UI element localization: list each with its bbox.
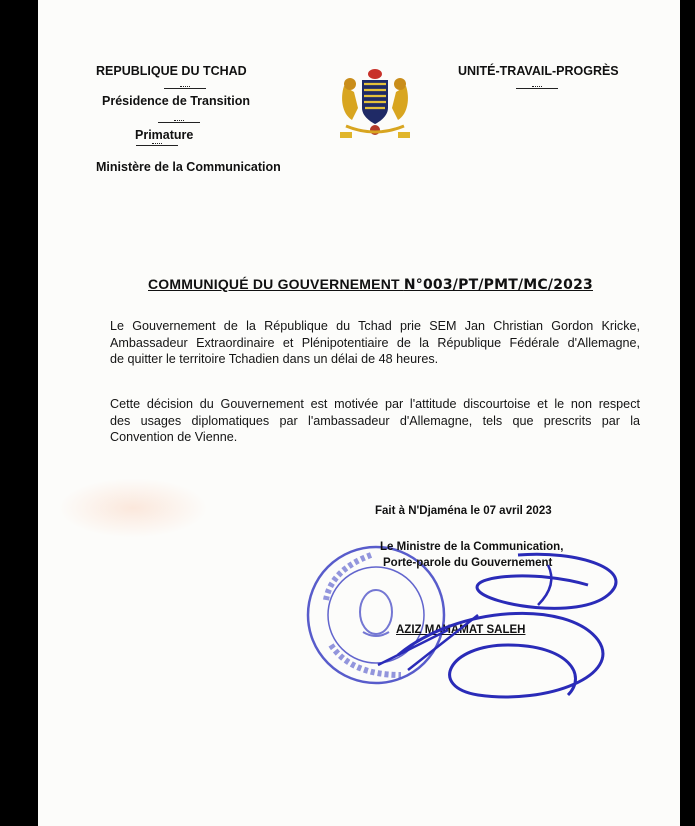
signatory-title-line-1: Le Ministre de la Communication, — [380, 541, 564, 553]
chad-coat-of-arms-icon — [338, 68, 412, 140]
body-paragraph-2 — [110, 396, 640, 446]
paragraph-line: Le Gouvernement de la République du Tchad prie SEM Jan Christian Gordon Kricke, — [110, 319, 640, 333]
presidency-name: Présidence de Transition — [102, 94, 250, 108]
ornament-divider — [516, 86, 558, 90]
paragraph-line: des usages diplomatiques par l'ambassadeur d'Allemagne, tels que prescrits par la — [110, 413, 640, 428]
paragraph-line: Convention de Vienne. — [110, 430, 238, 444]
signatory-name: AZIZ MAHAMAT SALEH — [396, 624, 526, 636]
communique-number: N°003/PT/PMT/MC/2023 — [403, 277, 593, 293]
communique-title — [148, 276, 593, 293]
ornament-divider — [136, 143, 178, 147]
national-motto: UNITÉ-TRAVAIL-PROGRÈS — [458, 64, 619, 78]
ornament-divider — [158, 120, 200, 124]
paragraph-line: Ambassadeur Extraordinaire et Plénipotentiaire de la République Fédérale d'Allemagne, — [110, 335, 640, 350]
paragraph-line: Cette décision du Gouvernement est motivée par l'attitude discourtoise et le non respect — [110, 397, 640, 411]
paragraph-line: de quitter le territoire Tchadien dans un délai de 48 heures. — [110, 352, 439, 366]
communique-title-prefix: COMMUNIQUÉ DU GOUVERNEMENT — [148, 276, 404, 292]
body-paragraph-1 — [110, 318, 640, 368]
signatory-title-line-2: Porte-parole du Gouvernement — [383, 557, 553, 569]
ornament-divider — [164, 86, 206, 90]
place-and-date: Fait à N'Djaména le 07 avril 2023 — [375, 505, 552, 517]
document-page — [38, 0, 680, 826]
ministry-name: Ministère de la Communication — [96, 160, 281, 174]
handwritten-signature-icon — [338, 545, 638, 715]
paper-smudge — [58, 478, 208, 538]
primature-name: Primature — [135, 128, 194, 142]
country-name: REPUBLIQUE DU TCHAD — [96, 64, 247, 78]
